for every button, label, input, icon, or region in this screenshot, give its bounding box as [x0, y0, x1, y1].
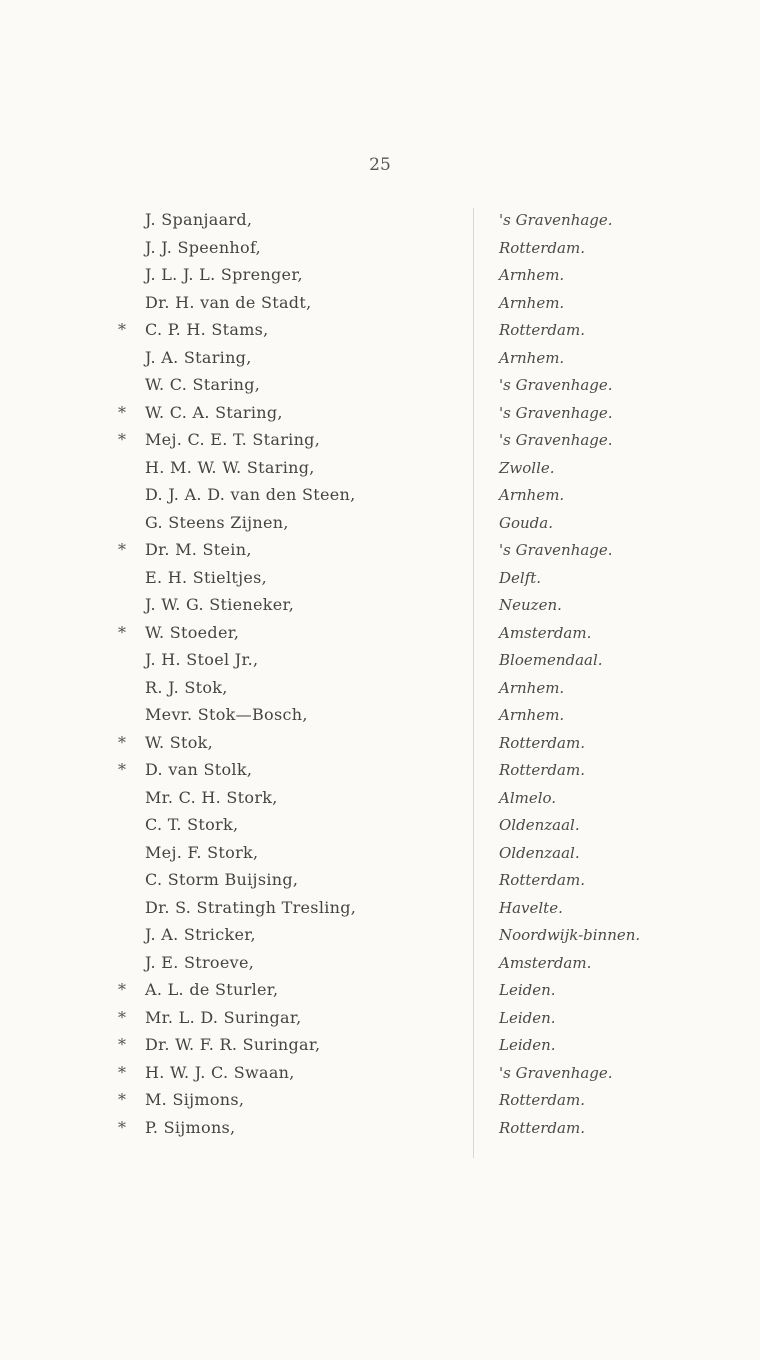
member-name: D. van Stolk, — [145, 760, 253, 779]
list-item — [0, 592, 760, 620]
member-city: 's Gravenhage. — [499, 431, 613, 449]
member-name: Dr. M. Stein, — [145, 540, 252, 559]
member-city: 's Gravenhage. — [499, 211, 613, 229]
member-city: 's Gravenhage. — [499, 541, 613, 559]
list-item — [0, 1060, 760, 1088]
list-item — [0, 757, 760, 785]
list-item — [0, 977, 760, 1005]
member-name: D. J. A. D. van den Steen, — [145, 485, 356, 504]
member-star-marker: * — [118, 1007, 126, 1027]
list-item — [0, 840, 760, 868]
member-city: Rotterdam. — [499, 1118, 585, 1137]
member-city: 's Gravenhage. — [499, 403, 613, 422]
list-item — [0, 510, 760, 538]
list-item — [0, 565, 760, 593]
list-item — [0, 400, 760, 428]
member-name: W. Stok, — [145, 732, 214, 752]
member-city: Rotterdam. — [499, 321, 585, 339]
member-city: Arnhem. — [499, 486, 565, 504]
list-item — [0, 730, 760, 758]
member-name: J. J. Speenhof, — [145, 237, 262, 257]
member-city: Rotterdam. — [499, 1091, 585, 1109]
member-star-marker: * — [118, 980, 126, 999]
member-name: Dr. H. van de Stadt, — [145, 292, 312, 312]
member-city: 's Gravenhage. — [499, 376, 613, 394]
member-name: Dr. S. Stratingh Tresling, — [145, 897, 357, 917]
member-city: Arnhem. — [499, 706, 565, 724]
member-star-marker: * — [118, 320, 126, 339]
member-name: C. T. Stork, — [145, 815, 239, 834]
member-city: Arnhem. — [499, 266, 565, 284]
member-name: C. P. H. Stams, — [145, 320, 269, 339]
list-item — [0, 867, 760, 895]
member-name: H. W. J. C. Swaan, — [145, 1062, 295, 1082]
list-item — [0, 1005, 760, 1033]
member-star-marker: * — [118, 402, 126, 422]
list-item — [0, 702, 760, 730]
member-star-marker: * — [118, 430, 126, 449]
member-name: W. C. A. Staring, — [145, 402, 283, 422]
member-star-marker: * — [118, 1090, 126, 1109]
list-item — [0, 345, 760, 373]
member-name: J. Spanjaard, — [145, 210, 253, 229]
member-name: J. E. Stroeve, — [145, 952, 255, 972]
member-star-marker: * — [118, 622, 126, 642]
member-name: J. W. G. Stieneker, — [145, 595, 295, 614]
member-name: P. Sijmons, — [145, 1117, 236, 1137]
list-item — [0, 675, 760, 703]
list-item — [0, 455, 760, 483]
member-name: J. L. J. L. Sprenger, — [145, 265, 303, 284]
member-name: Mej. C. E. T. Staring, — [145, 430, 321, 449]
member-star-marker: * — [118, 1062, 126, 1082]
list-item — [0, 482, 760, 510]
member-name: W. Stoeder, — [145, 622, 240, 642]
member-city: Leiden. — [499, 1036, 556, 1054]
member-city: Oldenzaal. — [499, 816, 580, 834]
list-item — [0, 1032, 760, 1060]
member-city: Amsterdam. — [499, 623, 592, 642]
member-city: Rotterdam. — [499, 733, 585, 752]
member-city: Arnhem. — [499, 293, 565, 312]
member-city: Arnhem. — [499, 348, 565, 367]
member-name: Mr. C. H. Stork, — [145, 787, 278, 807]
member-city: Leiden. — [499, 1008, 556, 1027]
member-city: Rotterdam. — [499, 761, 585, 779]
list-item — [0, 207, 760, 235]
list-item — [0, 950, 760, 978]
member-city: Rotterdam. — [499, 871, 585, 889]
member-city: Delft. — [499, 568, 542, 587]
list-item — [0, 922, 760, 950]
member-name: Dr. W. F. R. Suringar, — [145, 1035, 321, 1054]
member-name: C. Storm Buijsing, — [145, 870, 299, 889]
member-city: Noordwijk-binnen. — [499, 926, 641, 944]
member-city: Almelo. — [499, 788, 557, 807]
member-star-marker: * — [118, 732, 126, 752]
member-star-marker: * — [118, 1035, 126, 1054]
member-city: Rotterdam. — [499, 238, 585, 257]
list-item — [0, 895, 760, 923]
member-city: Neuzen. — [499, 596, 562, 614]
list-item — [0, 262, 760, 290]
member-name: J. A. Staring, — [145, 347, 252, 367]
member-name: J. H. Stoel Jr., — [145, 650, 259, 669]
member-list — [0, 207, 760, 1142]
member-name: J. A. Stricker, — [145, 925, 256, 944]
member-name: E. H. Stieltjes, — [145, 567, 268, 587]
member-city: Leiden. — [499, 981, 556, 999]
list-item — [0, 427, 760, 455]
member-name: M. Sijmons, — [145, 1090, 245, 1109]
list-item — [0, 317, 760, 345]
member-name: W. C. Staring, — [145, 375, 261, 394]
member-star-marker: * — [118, 1117, 126, 1137]
list-item — [0, 235, 760, 263]
member-star-marker: * — [118, 760, 126, 779]
list-item — [0, 290, 760, 318]
member-city: Arnhem. — [499, 678, 565, 697]
member-name: Mej. F. Stork, — [145, 842, 259, 862]
member-name: H. M. W. W. Staring, — [145, 457, 315, 477]
member-city: Oldenzaal. — [499, 843, 580, 862]
member-city: Zwolle. — [499, 458, 555, 477]
list-item — [0, 372, 760, 400]
member-city: Bloemendaal. — [499, 651, 603, 669]
member-name: Mr. L. D. Suringar, — [145, 1007, 302, 1027]
member-name: A. L. de Sturler, — [145, 980, 279, 999]
member-city: Havelte. — [499, 898, 563, 917]
list-item — [0, 785, 760, 813]
list-item — [0, 1087, 760, 1115]
list-item — [0, 647, 760, 675]
list-item — [0, 620, 760, 648]
member-name: G. Steens Zijnen, — [145, 512, 289, 532]
member-city: Gouda. — [499, 513, 553, 532]
member-star-marker: * — [118, 540, 126, 559]
member-city: 's Gravenhage. — [499, 1063, 613, 1082]
list-item — [0, 537, 760, 565]
member-name: R. J. Stok, — [145, 677, 228, 697]
member-city: Amsterdam. — [499, 953, 592, 972]
list-item — [0, 1115, 760, 1143]
page-number: 25 — [369, 155, 391, 175]
member-name: Mevr. Stok—Bosch, — [145, 705, 308, 724]
list-item — [0, 812, 760, 840]
